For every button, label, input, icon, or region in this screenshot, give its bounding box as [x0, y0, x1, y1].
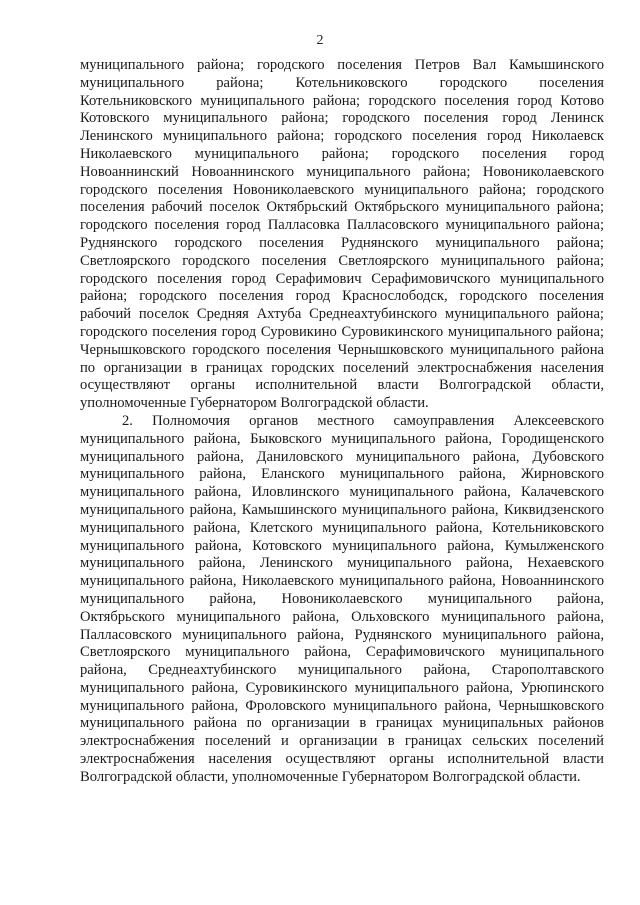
paragraph-item-2: 2. Полномочия органов местного самоуправления Алексеевского муниципального района, Быковского муниципального района, Городищенского муниципального района, Даниловского муниципального района, Дубовского муниципального района, Еланского муниципального района, Жирновского муниципального района, Иловлинского муниципального района, Калачевского муниципального района, Камышинского муниципального района, Киквидзенского муниципального района, Клетского муниципального района, Котельниковского муниципального района, Котовского муниципального района, Кумылженского муниципального района, Ленинского муниципального района, Нехаевского муниципального района, Николаевского муниципального района, Новоаннинского муниципального района, Новониколаевского муниципального района, Октябрьского муниципального района, Ольховского муниципального района, Палласовского муниципального района, Руднянского муниципального района, Светлоярского муниципального района, Серафимовичского муниципального района, Среднеахтубинского муниципального района, Старополтавского муниципального района, Суровикинского муниципального района, Урюпинского муниципального района, Фроловского муниципального района, Чернышковского муниципального района по организации в границах муниципальных районов электроснабжения поселений и организации в границах сельских поселений электроснабжения населения осуществляют органы исполнительной власти Волгоградской области, уполномоченные Губернатором Волгоградской области. — [80, 412, 604, 785]
document-body — [80, 57, 604, 787]
paragraph-continuation: муниципального района; городского поселения Петров Вал Камышинского муниципального района; Котельниковского городского поселения Котельниковского муниципального района; городского поселения город Котово Котовского муниципального района; городского поселения город Ленинск Ленинского муниципального района; городского поселения город Николаевск Николаевского муниципального района; городского поселения город Новоаннинский Новоаннинского муниципального района; Новониколаевского городского поселения Новониколаевского муниципального района; городского поселения рабочий поселок Октябрьский Октябрьского муниципального района; городского поселения город Палласовка Палласовского муниципального района; Руднянского городского поселения Руднянского муниципального района; Светлоярского городского поселения Светлоярского муниципального района; городского поселения город Серафимович Серафимовичского муниципального района; городского поселения город Краснослободск, городского поселения рабочий поселок Средняя Ахтуба Среднеахтубинского муниципального района; городского поселения город Суровикино Суровикинского муниципального района; Чернышковского городского поселения Чернышковского муниципального района по организации в границах городских поселений электроснабжения населения осуществляют органы исполнительной власти Волгоградской области, уполномоченные Губернатором Волгоградской области. — [80, 57, 604, 412]
page-number: 2 — [316, 33, 324, 48]
